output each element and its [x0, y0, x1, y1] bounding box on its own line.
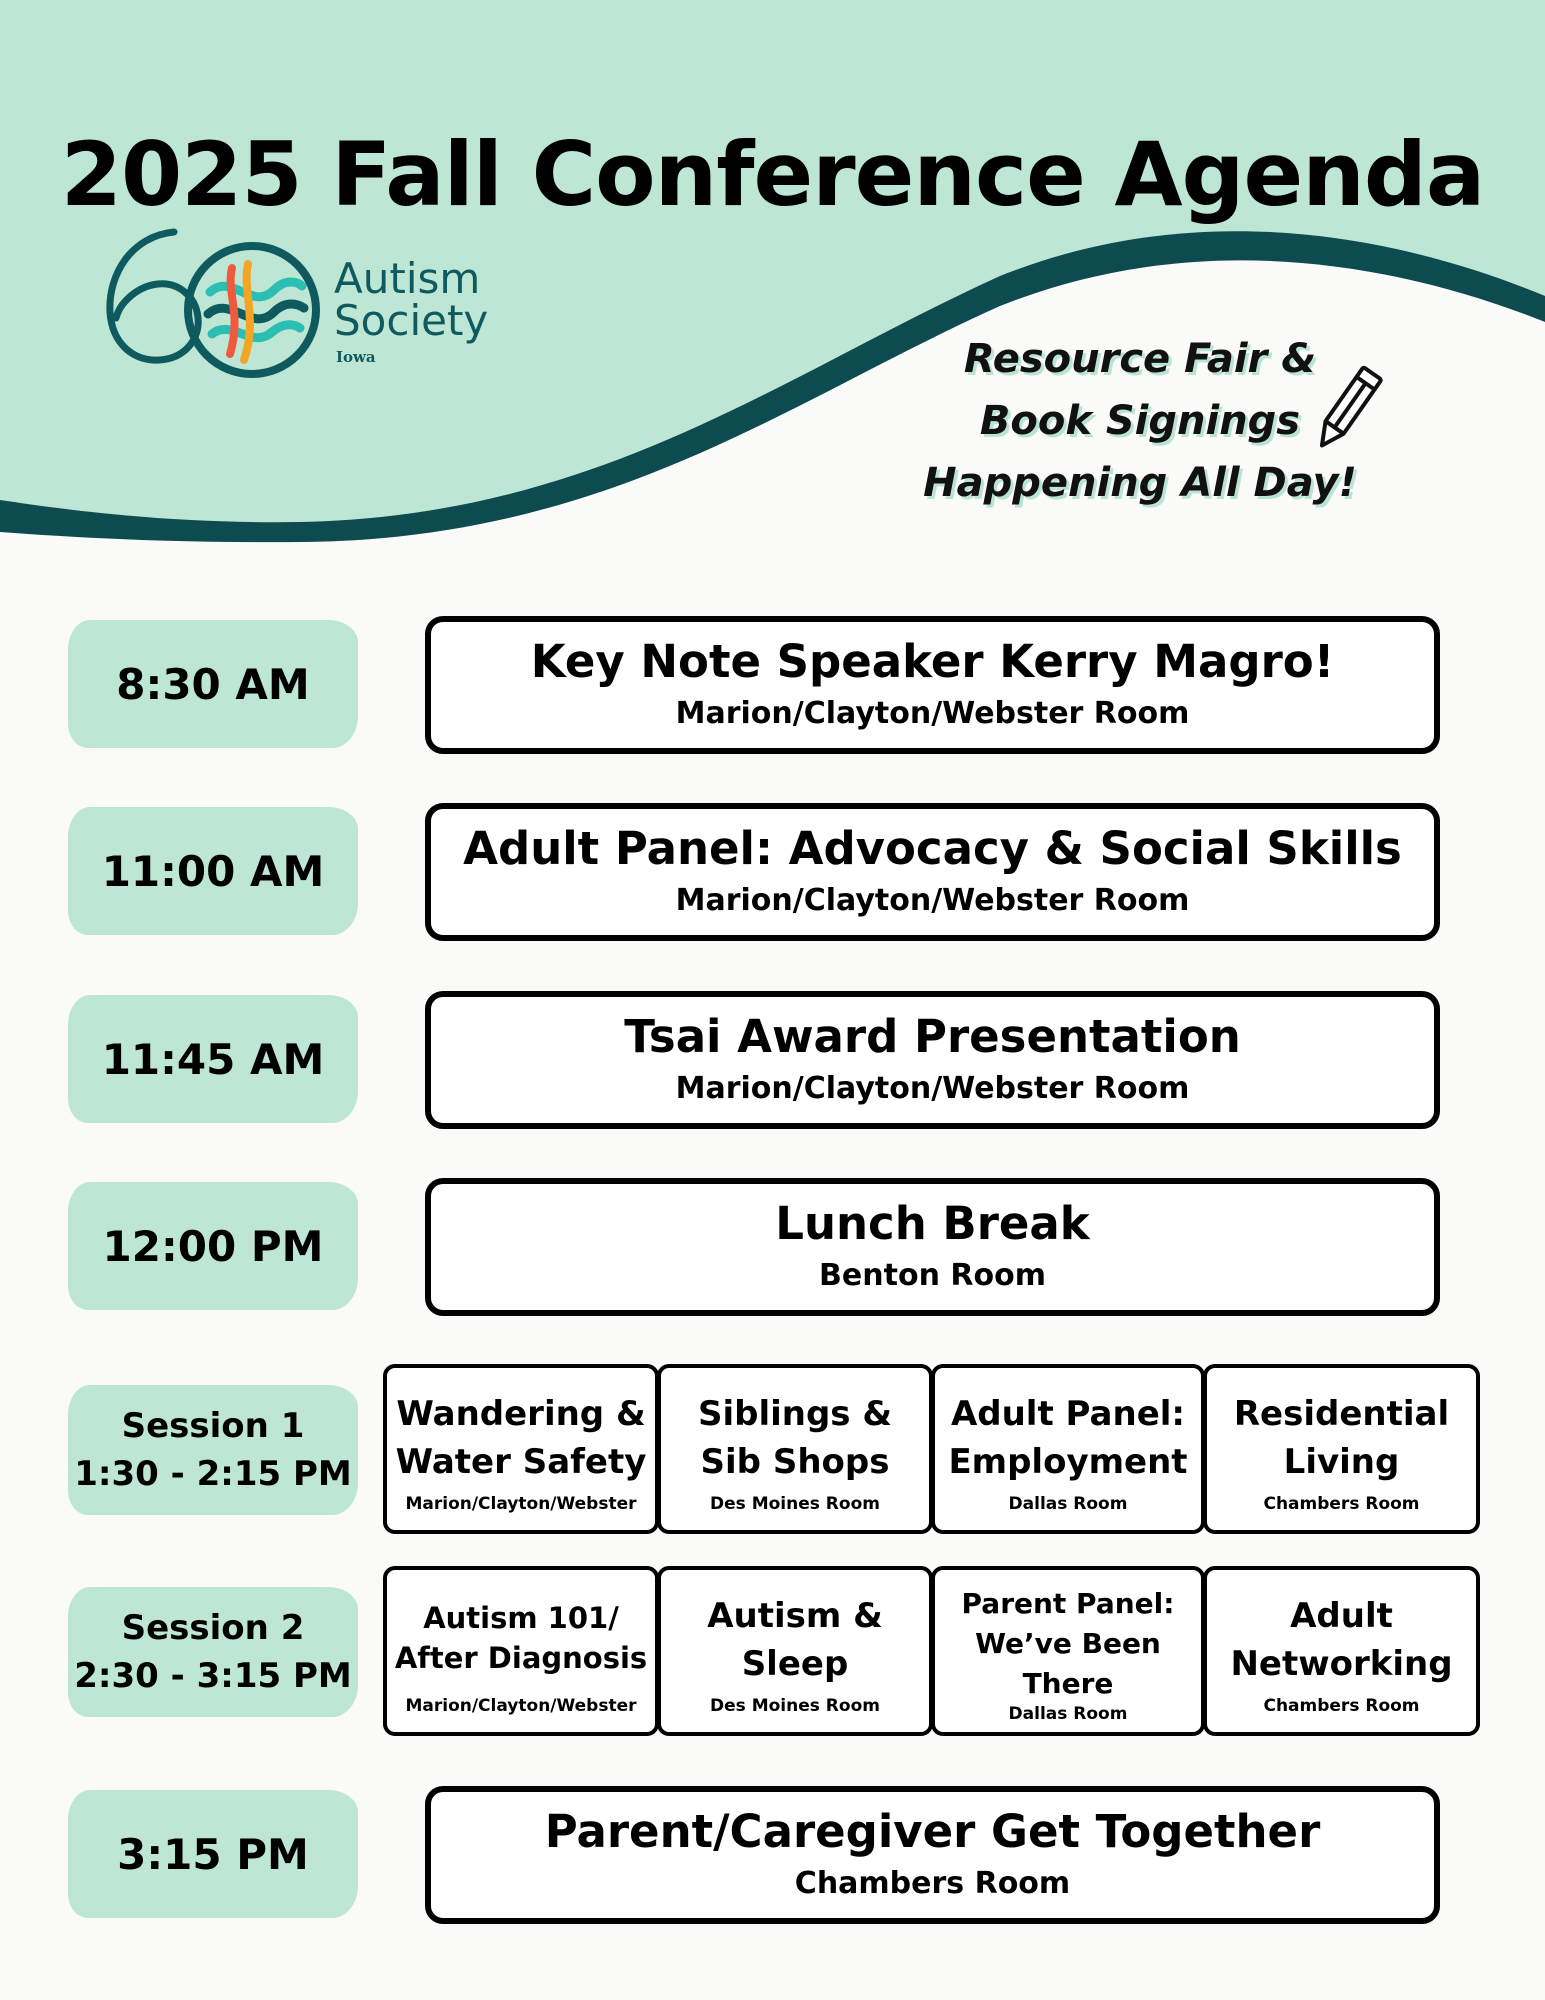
session-card-room: Des Moines Room [710, 1696, 880, 1716]
session-card-room: Chambers Room [1263, 1494, 1420, 1514]
session-card [1203, 1364, 1480, 1534]
page-title: 2025 Fall Conference Agenda [60, 122, 1485, 226]
time-label: 3:15 PM [117, 1829, 309, 1879]
session-card-room: Dallas Room [1008, 1704, 1128, 1724]
title-line: Living [1283, 1442, 1400, 1482]
session-2-row [383, 1566, 1480, 1736]
event-room: Marion/Clayton/Webster Room [675, 883, 1190, 918]
time-label: 8:30 AM [116, 659, 310, 709]
session-card-room: Marion/Clayton/Webster [405, 1696, 637, 1716]
session-card [383, 1364, 659, 1534]
event-room: Benton Room [819, 1258, 1046, 1293]
time-pill [68, 1790, 358, 1918]
session-time-pill [68, 1385, 358, 1515]
session-card-room: Chambers Room [1263, 1696, 1420, 1716]
session-card-title [1230, 1592, 1452, 1696]
session-card-title [1234, 1390, 1449, 1494]
session-card-room: Marion/Clayton/Webster [405, 1494, 637, 1514]
title-line: We’ve Been [975, 1627, 1161, 1660]
logo-text-autism: Autism [334, 254, 481, 303]
title-line: Parent Panel: [961, 1587, 1175, 1620]
autism-society-logo [102, 222, 502, 382]
callout-line-2: Book Signings [979, 398, 1301, 444]
session-label: Session 2 [121, 1608, 305, 1648]
agenda-event [425, 991, 1440, 1129]
time-pill [68, 995, 358, 1123]
callout-line-1: Resource Fair & [963, 336, 1317, 382]
event-room: Marion/Clayton/Webster Room [675, 696, 1190, 731]
title-line: Sleep [741, 1644, 849, 1684]
autism-society-60-logo-icon [102, 222, 332, 382]
session-card-title [707, 1592, 883, 1696]
title-line: Autism & [707, 1596, 883, 1636]
session-card [657, 1364, 933, 1534]
event-title: Lunch Break [775, 1197, 1090, 1250]
time-pill [68, 807, 358, 935]
logo-text-society: Society [334, 296, 489, 345]
title-line: Residential [1233, 1394, 1450, 1434]
time-label: 11:00 AM [101, 846, 325, 896]
title-line: Adult Panel: [950, 1394, 1186, 1434]
time-pill [68, 620, 358, 748]
session-card [657, 1566, 933, 1736]
session-card-room: Dallas Room [1008, 1494, 1128, 1514]
agenda-event [425, 803, 1440, 941]
title-line: Siblings & [697, 1394, 893, 1434]
pencil-icon [1308, 362, 1388, 458]
title-line: Networking [1230, 1644, 1453, 1684]
title-line: There [1022, 1667, 1114, 1700]
time-label: 11:45 AM [101, 1034, 325, 1084]
session-card-title [698, 1390, 892, 1494]
title-line: Water Safety [395, 1442, 647, 1482]
event-title: Parent/Caregiver Get Together [544, 1805, 1321, 1858]
event-title: Key Note Speaker Kerry Magro! [530, 635, 1335, 688]
title-line: Employment [948, 1442, 1188, 1482]
title-line: Sib Shops [700, 1442, 890, 1482]
agenda-event [425, 1786, 1440, 1924]
title-line: After Diagnosis [394, 1641, 648, 1675]
session-card-title [395, 1598, 647, 1696]
session-card-title [962, 1584, 1175, 1704]
resource-fair-callout [920, 328, 1360, 514]
agenda-event [425, 1178, 1440, 1316]
title-line: Wandering & [396, 1394, 646, 1434]
session-card [1203, 1566, 1480, 1736]
session-card-title [948, 1390, 1187, 1494]
title-line: Autism 101/ [423, 1601, 619, 1635]
session-card-title [396, 1390, 647, 1494]
session-time: 1:30 - 2:15 PM [74, 1454, 352, 1494]
title-line: Adult [1290, 1596, 1393, 1636]
event-title: Adult Panel: Advocacy & Social Skills [463, 822, 1402, 875]
session-label: Session 1 [121, 1406, 305, 1446]
time-label: 12:00 PM [102, 1221, 324, 1271]
session-card [383, 1566, 659, 1736]
session-time-pill [68, 1587, 358, 1717]
event-title: Tsai Award Presentation [624, 1010, 1241, 1063]
session-time: 2:30 - 3:15 PM [74, 1656, 352, 1696]
session-card-room: Des Moines Room [710, 1494, 880, 1514]
callout-line-3: Happening All Day! [923, 460, 1357, 506]
agenda-event [425, 616, 1440, 754]
logo-text-iowa: Iowa [336, 348, 376, 366]
session-1-row [383, 1364, 1480, 1534]
event-room: Chambers Room [794, 1866, 1071, 1901]
event-room: Marion/Clayton/Webster Room [675, 1071, 1190, 1106]
session-card [931, 1364, 1205, 1534]
session-card [931, 1566, 1205, 1736]
time-pill [68, 1182, 358, 1310]
